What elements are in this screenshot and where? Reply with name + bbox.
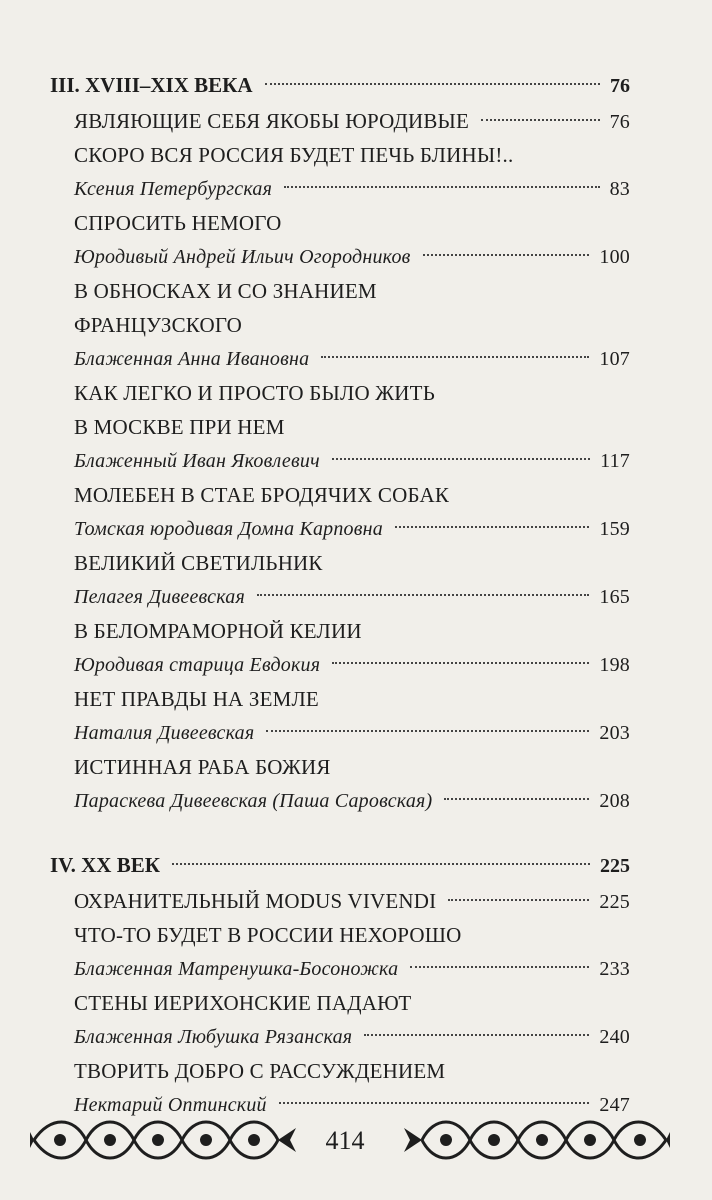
section-heading-row[interactable] (50, 66, 630, 104)
page-footer (0, 1090, 712, 1180)
entry-title-line (74, 138, 630, 172)
dot-leader (410, 966, 589, 968)
toc-entry[interactable] (74, 884, 630, 918)
toc-entry[interactable] (74, 682, 630, 750)
entry-subtitle-line (74, 784, 630, 818)
entry-title: ФРАНЦУЗСКОГО (74, 313, 243, 337)
dot-leader (448, 899, 589, 901)
dot-leader (265, 83, 600, 85)
entry-title-line (74, 884, 630, 918)
toc-entry[interactable] (74, 918, 630, 986)
entry-title-line (74, 546, 630, 580)
entry-title-line (74, 206, 630, 240)
floral-ornament-icon (30, 1112, 298, 1168)
entry-page-number: 83 (609, 178, 630, 200)
entry-page-number: 100 (599, 246, 630, 268)
entry-page-number: 203 (599, 722, 630, 744)
entry-page-number: 117 (600, 450, 630, 472)
dot-leader (172, 863, 590, 865)
entry-title: СТЕНЫ ИЕРИХОНСКИЕ ПАДАЮТ (74, 991, 412, 1015)
entry-subtitle-line (74, 716, 630, 750)
entry-title: В БЕЛОМРАМОРНОЙ КЕЛИИ (74, 619, 362, 643)
entry-title: В МОСКВЕ ПРИ НЕМ (74, 415, 285, 439)
section-heading-row[interactable] (50, 846, 630, 884)
entry-page-number: 225 (599, 891, 630, 913)
dot-leader (284, 186, 599, 188)
toc-entry[interactable] (74, 750, 630, 818)
dot-leader (423, 254, 590, 256)
section-heading: III. XVIII–XIX ВЕКА (50, 73, 253, 97)
entry-title: ИСТИННАЯ РАБА БОЖИЯ (74, 755, 331, 779)
entry-title-line (74, 274, 630, 308)
toc-entry[interactable] (74, 546, 630, 614)
entry-subtitle-line (74, 172, 630, 206)
entry-subtitle: Блаженный Иван Яковлевич (74, 450, 320, 472)
entry-page-number: 240 (599, 1026, 630, 1048)
toc-entry[interactable] (74, 986, 630, 1054)
section-heading: IV. XX ВЕК (50, 853, 160, 877)
entry-subtitle: Блаженная Матренушка-Босоножка (74, 958, 399, 980)
entry-title: В ОБНОСКАХ И СО ЗНАНИЕМ (74, 279, 377, 303)
entry-title: ВЕЛИКИЙ СВЕТИЛЬНИК (74, 551, 323, 575)
entry-title-line (74, 614, 630, 648)
entry-page-number: 159 (599, 518, 630, 540)
entry-title-line (74, 308, 630, 342)
entry-title-line (74, 478, 630, 512)
entry-title-line (74, 682, 630, 716)
entry-subtitle-line (74, 580, 630, 614)
entry-title: ЧТО-ТО БУДЕТ В РОССИИ НЕХОРОШО (74, 923, 462, 947)
entry-page-number: 233 (599, 958, 630, 980)
toc-entry[interactable] (74, 274, 630, 376)
entry-subtitle-line (74, 444, 630, 478)
entry-title-line (74, 918, 630, 952)
entry-title: МОЛЕБЕН В СТАЕ БРОДЯЧИХ СОБАК (74, 483, 450, 507)
floral-ornament-icon (402, 1112, 670, 1168)
entry-title: КАК ЛЕГКО И ПРОСТО БЫЛО ЖИТЬ (74, 381, 435, 405)
entry-page-number: 107 (599, 348, 630, 370)
entry-title-line (74, 410, 630, 444)
entry-title: СПРОСИТЬ НЕМОГО (74, 211, 282, 235)
entry-subtitle-line (74, 342, 630, 376)
entry-title-line (74, 104, 630, 138)
dot-leader (321, 356, 589, 358)
entry-page-number: 208 (599, 790, 630, 812)
table-of-contents (50, 66, 630, 1122)
toc-entry[interactable] (74, 104, 630, 138)
toc-entry[interactable] (74, 614, 630, 682)
section-page-number: 76 (610, 75, 630, 97)
dot-leader (395, 526, 589, 528)
entry-subtitle-line (74, 648, 630, 682)
dot-leader (257, 594, 589, 596)
entry-title-line (74, 750, 630, 784)
toc-entry[interactable] (74, 376, 630, 478)
entry-page-number: 247 (599, 1094, 630, 1116)
dot-leader (332, 662, 589, 664)
toc-entry[interactable] (74, 138, 630, 206)
entry-subtitle-line (74, 1020, 630, 1054)
entry-subtitle: Параскева Дивеевская (Паша Саровская) (74, 790, 433, 812)
entry-page-number: 76 (609, 111, 630, 133)
dot-leader (481, 119, 600, 121)
dot-leader (332, 458, 590, 460)
entry-subtitle: Пелагея Дивеевская (74, 586, 245, 608)
entry-subtitle-line (74, 952, 630, 986)
entry-subtitle-line (74, 512, 630, 546)
entry-subtitle: Юродивая старица Евдокия (74, 654, 321, 676)
entry-subtitle: Томская юродивая Домна Карповна (74, 518, 383, 540)
entry-page-number: 198 (599, 654, 630, 676)
entry-page-number: 165 (599, 586, 630, 608)
entry-subtitle: Наталия Дивеевская (74, 722, 255, 744)
entry-subtitle-line (74, 240, 630, 274)
entry-subtitle: Нектарий Оптинский (74, 1094, 267, 1116)
entry-subtitle: Блаженная Анна Ивановна (74, 348, 310, 370)
page-number: 414 (325, 1126, 365, 1155)
entry-title-line (74, 376, 630, 410)
entry-title: СКОРО ВСЯ РОССИЯ БУДЕТ ПЕЧЬ БЛИНЫ!.. (74, 143, 514, 167)
entry-subtitle: Блаженная Любушка Рязанская (74, 1026, 353, 1048)
entry-title: ТВОРИТЬ ДОБРО С РАССУЖДЕНИЕМ (74, 1059, 446, 1083)
section-page-number: 225 (600, 855, 630, 877)
entry-title: НЕТ ПРАВДЫ НА ЗЕМЛЕ (74, 687, 319, 711)
entry-title: ЯВЛЯЮЩИЕ СЕБЯ ЯКОБЫ ЮРОДИВЫЕ (74, 109, 470, 133)
dot-leader (364, 1034, 589, 1036)
entry-title-line (74, 986, 630, 1020)
toc-entry[interactable] (74, 478, 630, 546)
dot-leader (444, 798, 589, 800)
entry-subtitle: Ксения Петербургская (74, 178, 273, 200)
entry-title: ОХРАНИТЕЛЬНЫЙ MODUS VIVENDI (74, 889, 437, 913)
dot-leader (266, 730, 589, 732)
entry-subtitle: Юродивый Андрей Ильич Огородников (74, 246, 411, 268)
toc-entry[interactable] (74, 206, 630, 274)
entry-title-line (74, 1054, 630, 1088)
